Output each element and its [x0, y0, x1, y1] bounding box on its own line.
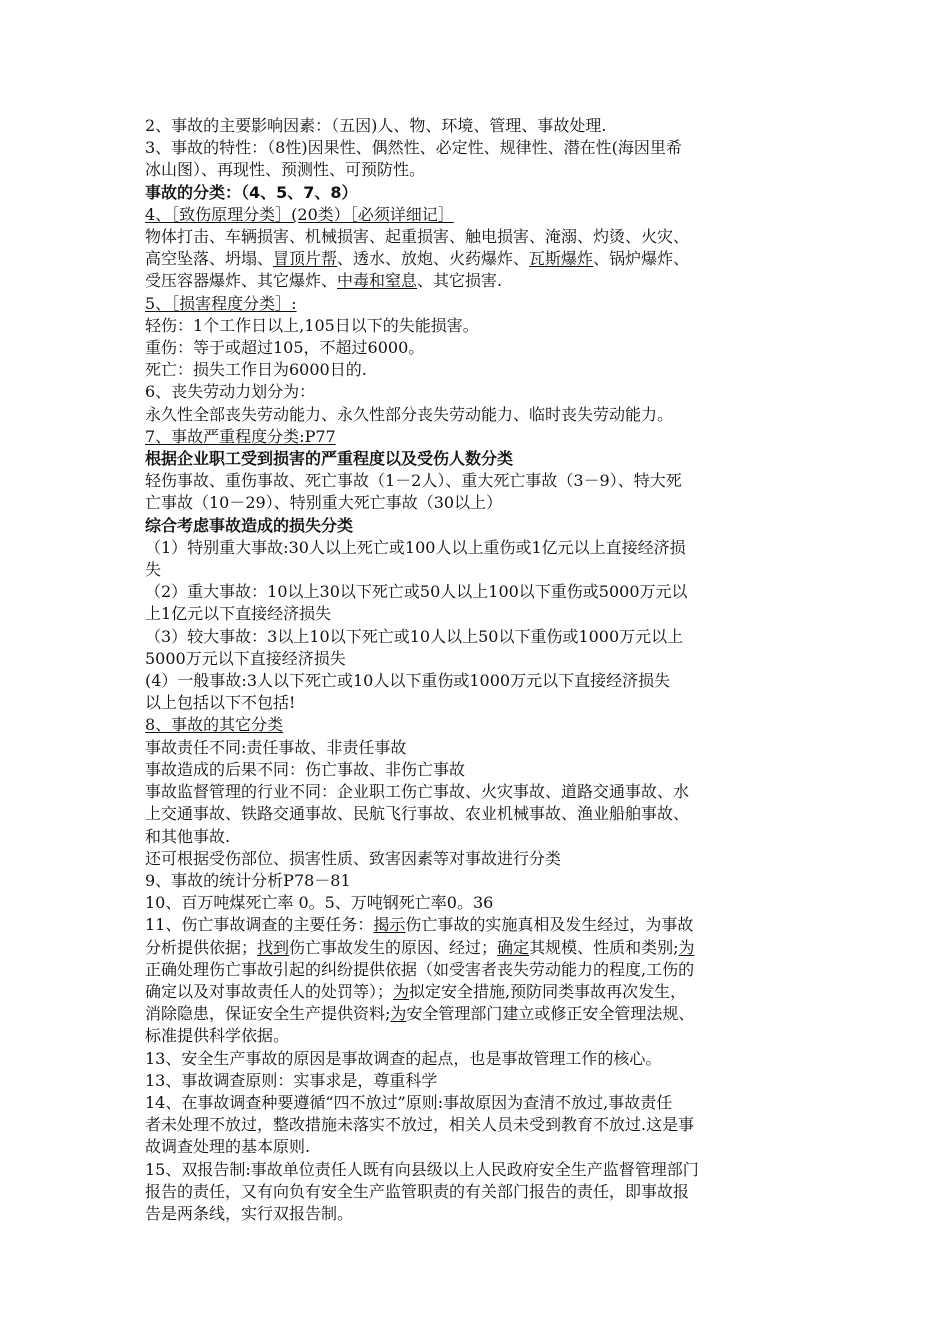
text-span: 确定以及对事故责任人的处罚等）；	[145, 981, 394, 1001]
section-heading: 5、［损害程度分类］:	[145, 293, 297, 313]
text-line: 事故责任不同:责任事故、非责任事故	[145, 737, 407, 757]
text-line: （2）重大事故：10以上30以下死亡或50人以上100以下重伤或5000万元以	[145, 582, 688, 602]
text-line: 14、在事故调查种要遵循“四不放过”原则:事故原因为查清不放过,事故责任	[145, 1092, 673, 1112]
text-line: 和其他事故.	[145, 826, 231, 846]
text-line: 重伤：等于或超过105，不超过6000。	[145, 338, 425, 358]
text-line: 故调查处理的基本原则.	[145, 1137, 311, 1157]
text-line: 死亡：损失工作日为6000日的.	[145, 360, 367, 380]
text-line: （3）较大事故：3以上10以下死亡或10人以上50以下重伤或1000万元以上	[145, 626, 684, 646]
text-line: (4）一般事故:3人以下死亡或10人以下重伤或1000万元以下直接经济损失	[145, 671, 671, 691]
section-heading: 7、事故严重程度分类:P77	[145, 426, 336, 446]
underlined-term: 揭示	[373, 915, 406, 935]
text-line: 事故造成的后果不同：伤亡事故、非伤亡事故	[145, 759, 466, 779]
text-line: 9、事故的统计分析P78－81	[145, 870, 351, 890]
text-line	[145, 1003, 810, 1025]
section-heading: 4、［致伤原理分类］(20类）［必须详细记］	[145, 204, 454, 224]
text-line: 报告的责任，又有向负有安全生产监管职责的有关部门报告的责任，即事故报	[145, 1181, 690, 1201]
text-line: 13、安全生产事故的原因是事故调查的起点，也是事故管理工作的核心。	[145, 1048, 662, 1068]
text-line: （1）特别重大事故:30人以上死亡或100人以上重伤或1亿元以上直接经济损	[145, 537, 686, 557]
text-line: 13、事故调查原则：实事求是，尊重科学	[145, 1070, 438, 1090]
text-line: 正确处理伤亡事故引起的纠纷提供依据（如受害者丧失劳动能力的程度,工伤的	[145, 959, 695, 979]
underlined-term: 为	[390, 1004, 407, 1024]
underlined-term: 为	[393, 981, 410, 1001]
text-span: 、锅炉爆炸、	[593, 249, 690, 269]
text-span: 11、伤亡事故调查的主要任务：	[145, 915, 374, 935]
text-line	[145, 248, 810, 270]
text-line: 冰山图）、再现性、预测性、可预防性。	[145, 160, 426, 180]
text-line: 告是两条线，实行双报告制。	[145, 1203, 354, 1223]
section-heading: 综合考虑事故造成的损失分类	[145, 515, 354, 535]
underlined-term: 确定	[497, 937, 530, 957]
underlined-term: 为	[678, 937, 695, 957]
text-line: 事故监督管理的行业不同：企业职工伤亡事故、火灾事故、道路交通事故、水	[145, 782, 690, 802]
section-heading: 根据企业职工受到损害的严重程度以及受伤人数分类	[145, 449, 514, 469]
text-line: 物体打击、车辆损害、机械损害、起重损害、触电损害、淹溺、灼烫、火灾、	[145, 227, 690, 247]
text-line	[145, 937, 810, 959]
text-line: 者未处理不放过，整改措施未落实不放过，相关人员未受到教育不放过.这是事	[145, 1115, 695, 1135]
text-span: 、透水、放炮、火药爆炸、	[337, 249, 530, 269]
text-line	[145, 270, 810, 292]
underlined-term: 瓦斯爆炸	[529, 249, 594, 269]
text-line: 上1亿元以下直接经济损失	[145, 604, 332, 624]
text-line	[145, 914, 810, 936]
text-line: 永久性全部丧失劳动能力、永久性部分丧失劳动能力、临时丧失劳动能力。	[145, 404, 674, 424]
text-span: 消除隐患，保证安全生产提供资料;	[145, 1004, 391, 1024]
text-line: 2、事故的主要影响因素：（五因)人、物、环境、管理、事故处理.	[145, 116, 607, 135]
text-line: 标准提供科学依据。	[145, 1026, 290, 1046]
text-line: 5000万元以下直接经济损失	[145, 648, 346, 668]
text-line: 10、百万吨煤死亡率 0。5、万吨钢死亡率0。36	[145, 893, 494, 913]
section-heading: 8、事故的其它分类	[145, 715, 284, 735]
text-line: 上交通事故、铁路交通事故、民航飞行事故、农业机械事故、渔业船舶事故、	[145, 804, 690, 824]
text-line: 6、丧失劳动力划分为：	[145, 382, 316, 402]
text-span: 伤亡事故的实施真相及发生经过，为事故	[405, 915, 694, 935]
text-line: 轻伤事故、重伤事故、死亡事故（1－2人）、重大死亡事故（3－9）、特大死	[145, 471, 682, 491]
text-span: 分析提供依据；	[145, 937, 258, 957]
text-line: 15、双报告制:事故单位责任人既有向县级以上人民政府安全生产监督管理部门	[145, 1159, 699, 1179]
text-line: 还可根据受伤部位、损害性质、致害因素等对事故进行分类	[145, 848, 562, 868]
text-line: 亡事故（10－29）、特别重大死亡事故（30以上）	[145, 493, 503, 513]
underlined-term: 冒顶片帮	[273, 249, 338, 269]
text-span: 受压容器爆炸、其它爆炸、	[145, 271, 338, 291]
text-span: 拟定安全措施,预防同类事故再次发生，	[409, 981, 687, 1001]
text-line: 失	[145, 560, 162, 580]
underlined-term: 找到	[257, 937, 290, 957]
text-line: 3、事故的特性：（8性)因果性、偶然性、必定性、规律性、潜在性(海因里希	[145, 138, 682, 158]
text-line: 轻伤：1个工作日以上,105日以下的失能损害。	[145, 315, 479, 335]
text-span: 安全管理部门建立或修正安全管理法规、	[406, 1004, 695, 1024]
underlined-term: 中毒和窒息	[337, 271, 418, 291]
text-line: 以上包括以下不包括!	[145, 693, 296, 713]
text-span: 其规模、性质和类别;	[529, 937, 679, 957]
section-heading: 事故的分类：（4、5、7、8）	[145, 182, 358, 202]
text-line	[145, 981, 810, 1003]
document-body	[145, 115, 810, 1225]
text-span: 、其它损害.	[417, 271, 503, 291]
text-span: 高空坠落、坍塌、	[145, 249, 274, 269]
text-span: 伤亡事故发生的原因、经过；	[289, 937, 498, 957]
